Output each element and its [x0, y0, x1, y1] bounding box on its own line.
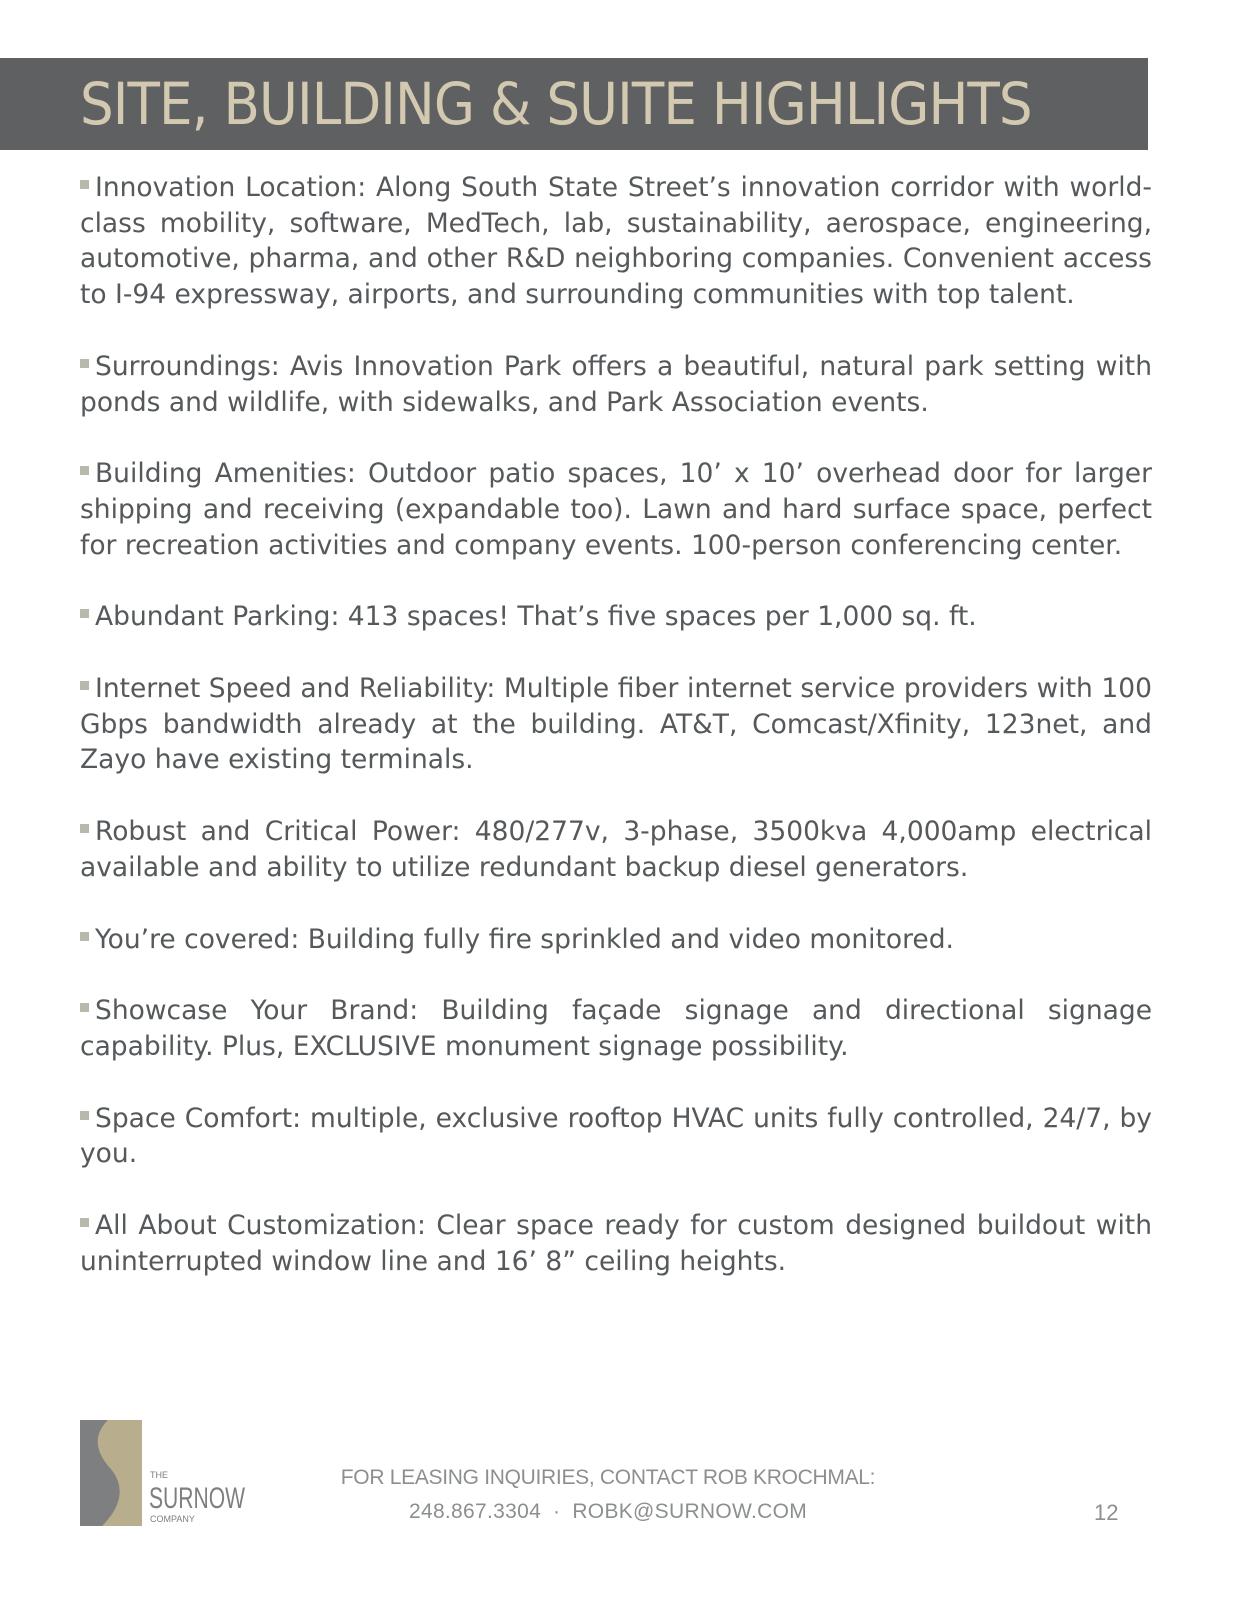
square-bullet-icon [80, 609, 89, 618]
phone-number: 248.867.3304 [408, 1500, 542, 1523]
list-item: Building Amenities: Outdoor patio spaces, 10’ x 10’ overhead door for larger shipping and receiving (expandable too). Lawn and hard surface space, perfect for recreation activities and company events. 100-person conferencing center. [80, 458, 1152, 561]
square-bullet-icon [80, 180, 89, 189]
email-address: ROBK@SURNOW.COM [572, 1500, 808, 1523]
list-item: All About Customization: Clear space ready for custom designed buildout with uninterrupted window line and 16’ 8” ceiling heights. [80, 1210, 1152, 1277]
list-item: Abundant Parking: 413 spaces! That’s five spaces per 1,000 sq. ft. [80, 599, 1152, 635]
separator: · [553, 1500, 561, 1523]
contact-heading: FOR LEASING INQUIRIES, CONTACT ROB KROCHMAL: [340, 1466, 876, 1489]
list-item: Showcase Your Brand: Building façade signage and directional signage capability. Plus, EXCLUSIVE monument signage possibility. [80, 995, 1152, 1062]
square-bullet-icon [80, 1111, 89, 1120]
logo-the: THE [150, 1470, 168, 1480]
list-item: Internet Speed and Reliability: Multiple fiber internet service providers with 100 Gbps bandwidth already at the building. AT&T, Comcast/Xfinity, 123net, and Zayo have existing terminals. [80, 673, 1152, 776]
highlights-list [80, 170, 1152, 1315]
page-number: 12 [1094, 1500, 1119, 1525]
list-item: Innovation Location: Along South State Street’s innovation corridor with world-class mobility, software, MedTech, lab, sustainability, aerospace, engineering, automotive, pharma, and other R&D neighboring companies. Convenient access to I-94 expressway, airports, and surrounding communities with top talent. [80, 172, 1152, 311]
square-bullet-icon [80, 824, 89, 833]
square-bullet-icon [80, 1218, 89, 1227]
list-item: You’re covered: Building fully fire sprinkled and video monitored. [80, 922, 1152, 958]
square-bullet-icon [80, 466, 89, 475]
logo-name: SURNOW [149, 1482, 246, 1515]
square-bullet-icon [80, 359, 89, 368]
list-item: Surroundings: Avis Innovation Park offers a beautiful, natural park setting with ponds and wildlife, with sidewalks, and Park Association events. [80, 350, 1152, 418]
square-bullet-icon [80, 1003, 89, 1012]
page-title: SITE, BUILDING & SUITE HIGHLIGHTS [80, 70, 1032, 138]
surnow-logo [80, 1420, 260, 1530]
list-item: Space Comfort: multiple, exclusive rooftop HVAC units fully controlled, 24/7, by you. [80, 1102, 1152, 1170]
list-item: Robust and Critical Power: 480/277v, 3-phase, 3500kva 4,000amp electrical available and ability to utilize redundant backup diesel generators. [80, 816, 1152, 883]
square-bullet-icon [80, 932, 89, 941]
contact-details [380, 1500, 836, 1524]
square-bullet-icon [80, 681, 89, 690]
logo-company: COMPANY [150, 1514, 195, 1524]
